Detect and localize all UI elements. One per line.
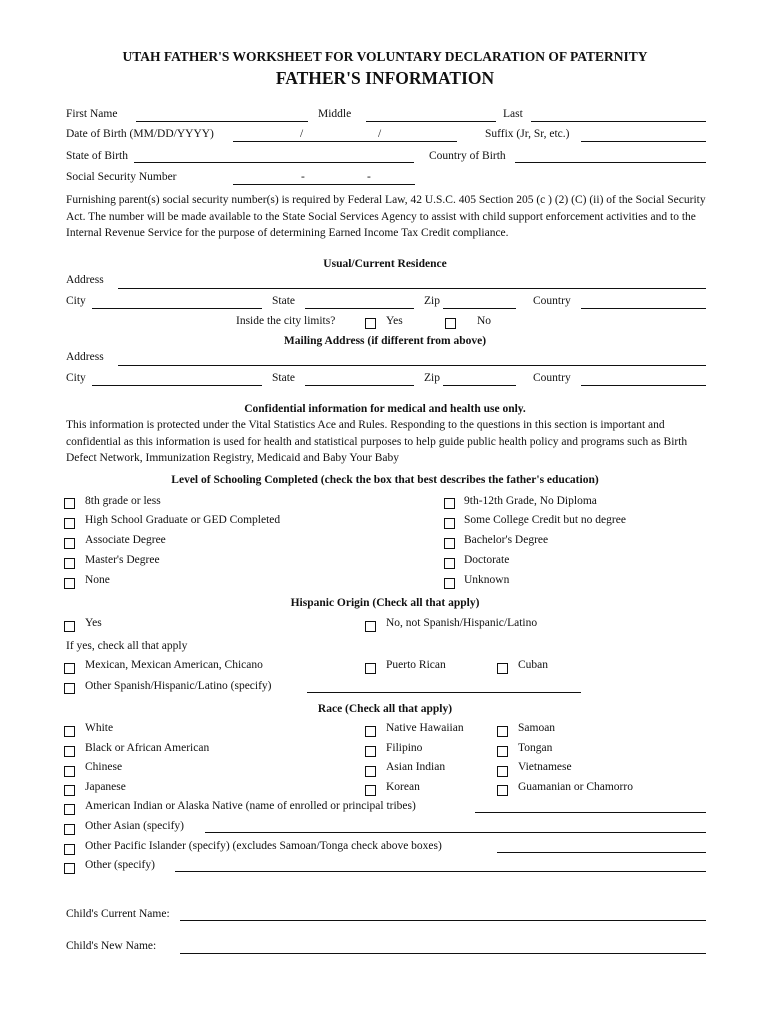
dob-field[interactable] [233, 141, 457, 142]
mexican-checkbox[interactable] [64, 663, 75, 674]
residence-country-label: Country [533, 295, 571, 307]
ssn-label: Social Security Number [66, 171, 177, 183]
race-option: White [85, 722, 114, 734]
child-current-name-field[interactable] [180, 920, 706, 921]
schooling-option: Unknown [464, 574, 510, 586]
race-option: Chinese [85, 761, 123, 773]
residence-zip-label: Zip [424, 295, 440, 307]
race-checkbox[interactable] [365, 726, 376, 737]
race-option: Japanese [85, 781, 126, 793]
mailing-address-label: Address [66, 351, 104, 363]
hispanic-heading: Hispanic Origin (Check all that apply) [290, 597, 480, 609]
cuban-label: Cuban [518, 659, 549, 671]
confidential-text: This information is protected under the Vital Statistics Ace and Rules. Responding to the questions in this section is important and confidential as this information is used for health and statistical purposes to help guide public health policy and programs such as Birth Defect Network, Immunization Registry, Medicaid and Baby Your Baby [66, 419, 688, 464]
dob-separator-1: / [300, 128, 304, 140]
race-option: Filipino [386, 742, 423, 754]
mexican-label: Mexican, Mexican American, Chicano [85, 659, 263, 671]
other-race-field[interactable] [175, 871, 706, 872]
child-new-name-field[interactable] [180, 953, 706, 954]
race-checkbox[interactable] [365, 766, 376, 777]
state-of-birth-label: State of Birth [66, 150, 128, 162]
race-option: Guamanian or Chamorro [518, 781, 633, 793]
schooling-option: None [85, 574, 110, 586]
other-hispanic-label: Other Spanish/Hispanic/Latino (specify) [85, 680, 272, 692]
country-of-birth-label: Country of Birth [429, 150, 506, 162]
schooling-checkbox[interactable] [444, 498, 455, 509]
other-pacific-label: Other Pacific Islander (specify) (excludes Samoan/Tonga check above boxes) [85, 840, 442, 852]
schooling-option: High School Graduate or GED Completed [85, 514, 281, 526]
other-hispanic-field[interactable] [307, 692, 581, 693]
schooling-checkbox[interactable] [64, 518, 75, 529]
residence-address-label: Address [66, 274, 104, 286]
residence-city-field[interactable] [92, 308, 262, 309]
residence-zip-field[interactable] [443, 308, 516, 309]
last-name-label: Last [503, 108, 523, 120]
race-checkbox[interactable] [365, 785, 376, 796]
race-checkbox[interactable] [64, 726, 75, 737]
schooling-option: 8th grade or less [85, 495, 161, 507]
residence-country-field[interactable] [581, 308, 706, 309]
residence-address-field[interactable] [118, 288, 706, 289]
city-limits-yes-label: Yes [386, 315, 403, 327]
suffix-label: Suffix (Jr, Sr, etc.) [485, 128, 570, 140]
schooling-option: 9th-12th Grade, No Diploma [464, 495, 597, 507]
hispanic-yes-label: Yes [85, 617, 102, 629]
city-limits-yes-checkbox[interactable] [365, 318, 376, 329]
schooling-checkbox[interactable] [64, 578, 75, 589]
middle-name-field[interactable] [366, 121, 496, 122]
race-checkbox[interactable] [497, 785, 508, 796]
ssn-separator-1: - [301, 171, 305, 183]
schooling-heading: Level of Schooling Completed (check the box that best describes the father's education) [171, 474, 599, 486]
other-asian-label: Other Asian (specify) [85, 820, 184, 832]
other-asian-field[interactable] [205, 832, 706, 833]
other-pacific-field[interactable] [497, 852, 706, 853]
ssn-field[interactable] [233, 184, 415, 185]
schooling-option: Doctorate [464, 554, 510, 566]
race-option: Native Hawaiian [386, 722, 464, 734]
middle-name-label: Middle [318, 108, 352, 120]
other-asian-checkbox[interactable] [64, 824, 75, 835]
race-option: Samoan [518, 722, 556, 734]
schooling-checkbox[interactable] [444, 578, 455, 589]
race-heading: Race (Check all that apply) [317, 703, 453, 715]
other-race-checkbox[interactable] [64, 863, 75, 874]
dob-separator-2: / [378, 128, 382, 140]
american-indian-label: American Indian or Alaska Native (name of enrolled or principal tribes) [85, 800, 416, 812]
race-checkbox[interactable] [64, 785, 75, 796]
state-of-birth-field[interactable] [134, 162, 414, 163]
hispanic-no-label: No, not Spanish/Hispanic/Latino [386, 617, 538, 629]
last-name-field[interactable] [531, 121, 706, 122]
city-limits-no-checkbox[interactable] [445, 318, 456, 329]
child-new-name-label: Child's New Name: [66, 940, 157, 952]
hispanic-yes-checkbox[interactable] [64, 621, 75, 632]
schooling-checkbox[interactable] [444, 518, 455, 529]
other-pacific-checkbox[interactable] [64, 844, 75, 855]
mailing-zip-label: Zip [424, 372, 440, 384]
mailing-zip-field[interactable] [443, 385, 516, 386]
first-name-field[interactable] [136, 121, 308, 122]
race-checkbox[interactable] [497, 746, 508, 757]
schooling-option: Master's Degree [85, 554, 160, 566]
schooling-option: Bachelor's Degree [464, 534, 549, 546]
race-checkbox[interactable] [365, 746, 376, 757]
child-current-name-label: Child's Current Name: [66, 908, 170, 920]
city-limits-label: Inside the city limits? [236, 315, 336, 327]
first-name-label: First Name [66, 108, 118, 120]
other-hispanic-checkbox[interactable] [64, 683, 75, 694]
residence-state-field[interactable] [305, 308, 414, 309]
mailing-city-field[interactable] [92, 385, 262, 386]
ssn-separator-2: - [367, 171, 371, 183]
race-checkbox[interactable] [497, 766, 508, 777]
american-indian-field[interactable] [475, 812, 706, 813]
race-checkbox[interactable] [64, 766, 75, 777]
race-option: Black or African American [85, 742, 210, 754]
ssn-notice: Furnishing parent(s) social security number(s) is required by Federal Law, 42 U.S.C. 405 Section 205 (c ) (2) (C) (ii) of the Social Security Act. The number will be made available to the State Social Services Agency to assist with child support enforcement activities and to the Internal Revenue Service for the purpose of determining Earned Income Tax Credit compliance. [66, 194, 706, 239]
schooling-checkbox[interactable] [64, 538, 75, 549]
dob-label: Date of Birth (MM/DD/YYYY) [66, 128, 214, 140]
mailing-city-label: City [66, 372, 86, 384]
hispanic-if-yes-label: If yes, check all that apply [66, 640, 188, 652]
schooling-checkbox[interactable] [444, 538, 455, 549]
cuban-checkbox[interactable] [497, 663, 508, 674]
mailing-state-label: State [272, 372, 295, 384]
race-option: Vietnamese [518, 761, 572, 773]
puerto-rican-label: Puerto Rican [386, 659, 446, 671]
residence-city-label: City [66, 295, 86, 307]
residence-state-label: State [272, 295, 295, 307]
schooling-checkbox[interactable] [64, 498, 75, 509]
mailing-state-field[interactable] [305, 385, 414, 386]
mailing-country-field[interactable] [581, 385, 706, 386]
puerto-rican-checkbox[interactable] [365, 663, 376, 674]
schooling-checkbox[interactable] [64, 558, 75, 569]
race-option: Tongan [518, 742, 553, 754]
hispanic-no-checkbox[interactable] [365, 621, 376, 632]
mailing-address-field[interactable] [118, 365, 706, 366]
schooling-checkbox[interactable] [444, 558, 455, 569]
confidential-heading: Confidential information for medical and health use only. [244, 403, 526, 415]
race-checkbox[interactable] [497, 726, 508, 737]
race-option: Korean [386, 781, 420, 793]
other-race-label: Other (specify) [85, 859, 155, 871]
american-indian-checkbox[interactable] [64, 804, 75, 815]
mailing-country-label: Country [533, 372, 571, 384]
race-checkbox[interactable] [64, 746, 75, 757]
country-of-birth-field[interactable] [515, 162, 706, 163]
form-title: UTAH FATHER'S WORKSHEET FOR VOLUNTARY DECLARATION OF PATERNITY [122, 49, 648, 64]
schooling-option: Associate Degree [85, 534, 166, 546]
schooling-option: Some College Credit but no degree [464, 514, 626, 526]
race-option: Asian Indian [386, 761, 446, 773]
suffix-field[interactable] [581, 141, 706, 142]
city-limits-no-label: No [477, 315, 492, 327]
mailing-heading: Mailing Address (if different from above) [283, 335, 487, 347]
form-subtitle: FATHER'S INFORMATION [275, 68, 495, 88]
residence-heading: Usual/Current Residence [323, 258, 447, 270]
